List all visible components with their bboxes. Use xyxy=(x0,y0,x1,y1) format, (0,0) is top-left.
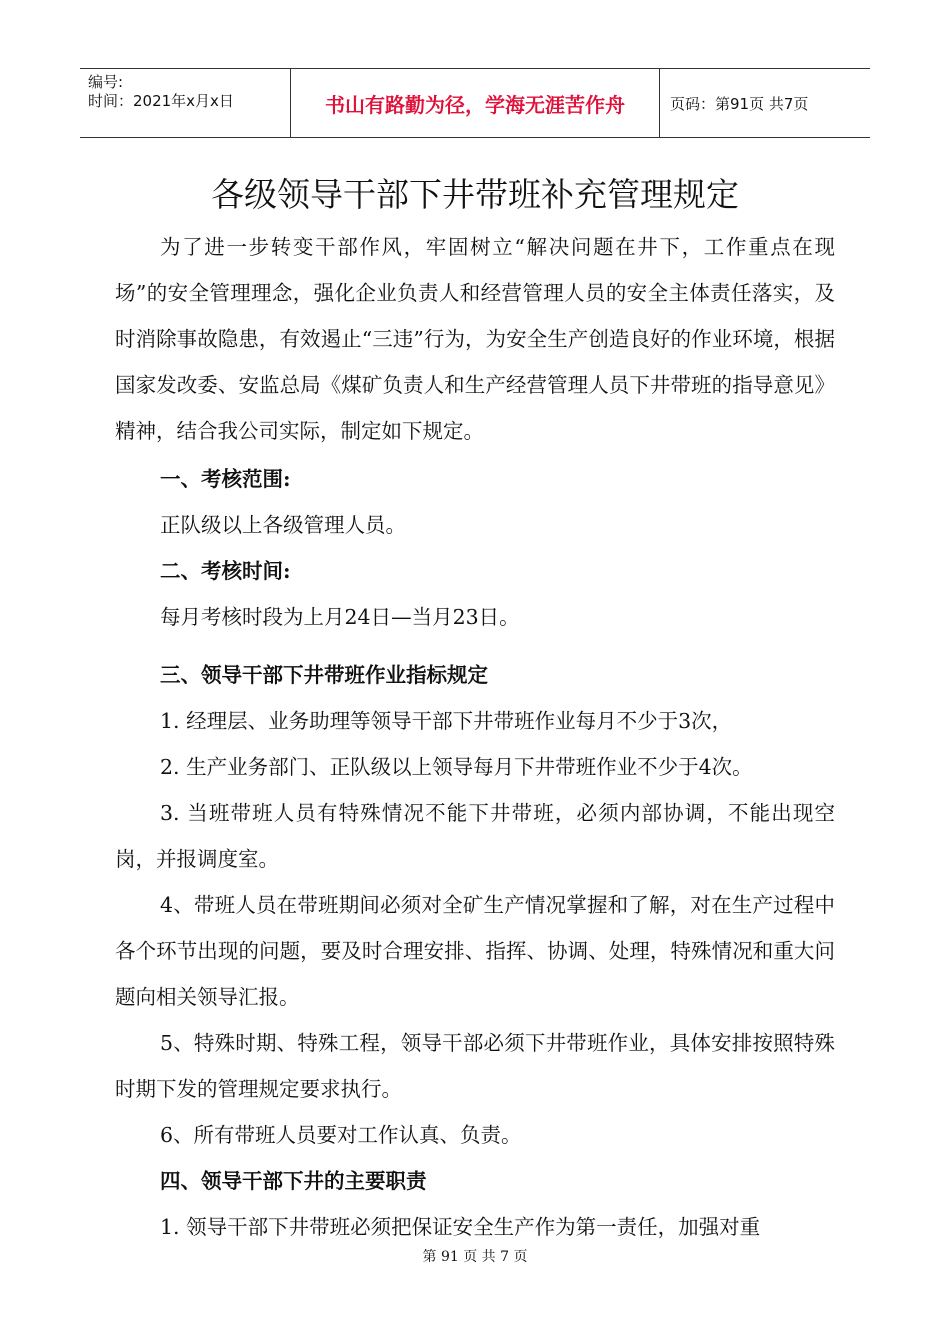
document-body xyxy=(115,224,835,1250)
document-time: 时间：2021年x月x日 xyxy=(88,92,234,110)
body-paragraph: 正队级以上各级管理人员。 xyxy=(160,513,406,537)
section-heading: 三、领导干部下井带班作业指标规定 xyxy=(160,663,488,687)
section-heading: 一、考核范围: xyxy=(160,467,291,491)
body-paragraph: 为了进一步转变干部作风，牢固树立“解决问题在井下，工作重点在现场”的安全管理理念，强化企业负责人和经营管理人员的安全主体责任落实，及时消除事故隐患，有效遏止“三违”行为，为安全生产创造良好的作业环境，根据国家发改委、安监总局《煤矿负责人和生产经营管理人员下井带班的指导意见》精神，结合我公司实际，制定如下规定。 xyxy=(115,235,835,443)
document-title: 各级领导干部下井带班补充管理规定 xyxy=(211,175,739,214)
list-item: 2. 生产业务部门、正队级以上领导每月下井带班作业不少于4次。 xyxy=(160,755,753,779)
list-item: 1. 经理层、业务助理等领导干部下井带班作业每月不少于3次， xyxy=(160,709,733,733)
list-item: 1. 领导干部下井带班必须把保证安全生产作为第一责任，加强对重 xyxy=(160,1215,761,1239)
page-header xyxy=(80,68,870,138)
page-footer: 第 91 页 共 7 页 xyxy=(422,1249,528,1265)
list-item: 6、所有带班人员要对工作认真、负责。 xyxy=(160,1123,522,1147)
header-meta xyxy=(80,69,290,137)
section-heading: 二、考核时间: xyxy=(160,559,291,583)
section-heading: 四、领导干部下井的主要职责 xyxy=(160,1169,427,1193)
list-item: 4、带班人员在带班期间必须对全矿生产情况掌握和了解，对在生产过程中各个环节出现的问题，要及时合理安排、指挥、协调、处理，特殊情况和重大问题向相关领导汇报。 xyxy=(115,893,835,1009)
document-number: 编号: xyxy=(88,73,124,91)
list-item: 5、特殊时期、特殊工程，领导干部必须下井带班作业，具体安排按照特殊时期下发的管理规定要求执行。 xyxy=(115,1031,835,1101)
body-paragraph: 每月考核时段为上月24日—当月23日。 xyxy=(160,605,520,629)
header-slogan: 书山有路勤为径，学海无涯苦作舟 xyxy=(290,69,660,137)
list-item: 3. 当班带班人员有特殊情况不能下井带班，必须内部协调，不能出现空岗，并报调度室。 xyxy=(115,801,835,871)
header-page-info: 页码：第91页 共7页 xyxy=(670,94,809,113)
